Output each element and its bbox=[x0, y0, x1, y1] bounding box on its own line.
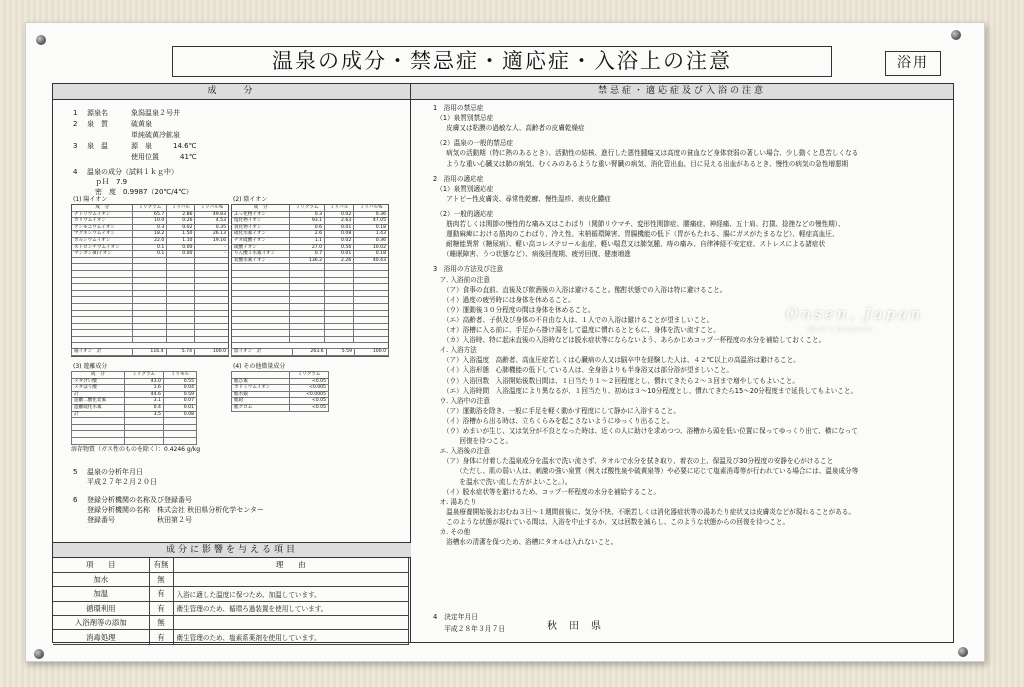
total-row bbox=[72, 349, 229, 356]
empty-cell bbox=[72, 431, 125, 438]
table-cell: カドミウムイオン bbox=[232, 385, 290, 392]
table-cell: 総鉛 bbox=[232, 398, 290, 405]
empty-row bbox=[72, 418, 197, 425]
effect-reason bbox=[173, 616, 409, 630]
effect-flag: 無 bbox=[149, 572, 173, 586]
item-number: 2 bbox=[73, 120, 78, 128]
precaution-line: 1 浴用の禁忌症 bbox=[433, 104, 484, 112]
table-cell: 0.08 bbox=[163, 411, 196, 418]
table-cell: 22.0 bbox=[133, 237, 167, 244]
table-header-row bbox=[72, 372, 197, 379]
table-cell: マンガン(Ⅱ)イオン bbox=[72, 251, 133, 258]
table-cell: - bbox=[195, 251, 229, 258]
table-cell: <0.05 bbox=[290, 404, 329, 411]
table-cell: 0.00 bbox=[167, 251, 195, 258]
item-value: 密 度 0.9987（20℃/4℃） bbox=[95, 188, 193, 196]
table-cell: <0.05 bbox=[290, 398, 329, 405]
screw-icon bbox=[34, 649, 44, 659]
undissoc-row bbox=[72, 385, 197, 392]
cation-title: (1) 陽イオン bbox=[73, 196, 108, 203]
table-cell: 0.56 bbox=[325, 244, 354, 251]
table-cell: 5.59 bbox=[326, 349, 354, 356]
effect-row bbox=[53, 601, 409, 615]
effect-item: 消毒処理 bbox=[53, 630, 149, 644]
precaution-line: 筋肉若しくは関節の慢性的な痛み又はこわばり（関節リウマチ、変形性関節症、腰痛症、神経痛、五十肩、打撲、捻挫などの慢性期）、 bbox=[433, 220, 845, 228]
effect-flag: 有 bbox=[149, 630, 173, 644]
components-column bbox=[53, 84, 411, 642]
precaution-line: 2 浴用の適応症 bbox=[433, 174, 484, 183]
content-frame bbox=[52, 83, 954, 643]
empty-cell bbox=[163, 431, 196, 438]
table-header-cell: ミリバル% bbox=[195, 205, 229, 212]
empty-cell bbox=[124, 437, 163, 444]
effect-header: 成分に影響を与える項目 bbox=[53, 542, 411, 558]
table-cell: 2.86 bbox=[167, 211, 195, 218]
authority: 秋 田 県 bbox=[547, 621, 602, 632]
table-cell: 0.18 bbox=[354, 224, 389, 231]
table-cell: 100.0 bbox=[355, 349, 389, 356]
table-cell: 3.1 bbox=[124, 398, 163, 405]
table-cell: 0.01 bbox=[325, 251, 354, 258]
table-cell: カリウムイオン bbox=[72, 218, 133, 225]
precaution-line: このような状態が現れている間は、入浴を中止するか、又は回数を減らし、このような状態からの回復を待つこと。 bbox=[433, 517, 790, 526]
empty-row bbox=[72, 437, 197, 444]
item-value: 温泉の成分（試料１ｋｇ中） bbox=[87, 168, 178, 176]
effect-row bbox=[53, 616, 409, 630]
item-number: 5 bbox=[73, 468, 78, 476]
table-header-cell: ミリグラム bbox=[290, 372, 329, 379]
effect-header-cell: 理 由 bbox=[173, 558, 409, 572]
undissoc-row bbox=[72, 398, 197, 405]
watermark bbox=[786, 305, 923, 333]
item-value: 使用位置 41℃ bbox=[131, 153, 197, 161]
table-cell: 硫化水素イオン bbox=[232, 231, 290, 238]
table-header-cell: 成 分 bbox=[232, 205, 290, 212]
item-value: 硫黄泉 bbox=[131, 120, 152, 128]
item-value: 登録分析機関の名称 株式会社 秋田県分析化学センター bbox=[87, 506, 264, 514]
table-header-cell: 成 分 bbox=[72, 372, 125, 379]
item-value: 登録番号 秋田第２号 bbox=[87, 516, 192, 524]
table-header-cell: ミリバル% bbox=[354, 205, 389, 212]
undissoc-row bbox=[72, 378, 197, 385]
effect-row bbox=[53, 587, 409, 601]
precaution-line: 回復を待つこと。 bbox=[433, 437, 513, 446]
effect-table bbox=[53, 558, 409, 645]
table-cell: 1.10 bbox=[167, 237, 195, 244]
table-cell: 10.0 bbox=[133, 218, 167, 225]
decided-label: 4 決定年月日 bbox=[433, 613, 479, 621]
table-cell: 0.59 bbox=[163, 391, 196, 398]
table-cell: 0.00 bbox=[167, 244, 195, 251]
empty-cell bbox=[163, 437, 196, 444]
components-header: 成 分 bbox=[53, 84, 410, 100]
precaution-line: （ただし、肌の弱い人は、刺激の強い泉質（例えば酸性泉や硫黄泉等）や必要に応じて塩素消毒等が行われている場合には、温泉成分等 bbox=[433, 467, 859, 476]
effect-header-cell: 有無 bbox=[149, 558, 173, 572]
table-cell: 0.26 bbox=[167, 218, 195, 225]
table-cell: ストロンチウムイオン bbox=[72, 244, 133, 251]
item-value: 源 泉 14.6℃ bbox=[131, 142, 197, 150]
item-number: 1 bbox=[73, 109, 78, 117]
table-cell: ナトリウムイオン bbox=[72, 211, 133, 218]
item-label: 泉 質 bbox=[87, 120, 108, 128]
table-cell: メタほう酸 bbox=[72, 385, 125, 392]
empty-cell bbox=[124, 431, 163, 438]
screw-icon bbox=[958, 647, 968, 657]
table-cell: 2.63 bbox=[325, 218, 354, 225]
item-label: 源泉名 bbox=[87, 109, 108, 117]
trace-row bbox=[232, 385, 329, 392]
table-cell: 44.6 bbox=[124, 391, 163, 398]
other-title: (4) その他微量成分 bbox=[233, 363, 286, 370]
table-cell: 0.7 bbox=[290, 251, 325, 258]
trace-row bbox=[232, 404, 329, 411]
precaution-line: （ウ）めまいが生じ、又は気分が不良となった時は、近くの人に助けを求めつつ、浴槽から頭を低い位置に保ってゆっくり出て、横になって bbox=[433, 427, 858, 435]
table-cell: 0.6 bbox=[290, 224, 325, 231]
table-cell: 0.02 bbox=[167, 224, 195, 231]
table-cell: 0.4 bbox=[124, 404, 163, 411]
table-cell: 0.1 bbox=[133, 244, 167, 251]
table-cell: 0.04 bbox=[163, 385, 196, 392]
table-header-cell: ミリグラム bbox=[124, 372, 163, 379]
effect-flag: 有 bbox=[149, 587, 173, 601]
table-cell: 93.1 bbox=[290, 218, 325, 225]
precaution-line: 浴槽水の清潔を保つため、浴槽にタオルは入れないこと。 bbox=[433, 538, 618, 547]
table-cell: 1.50 bbox=[167, 231, 195, 238]
watermark-byline: Ryan's footprint bbox=[808, 326, 873, 333]
table-cell: 18.2 bbox=[133, 231, 167, 238]
table-cell: 1.1 bbox=[290, 237, 325, 244]
table-cell: 26.13 bbox=[195, 231, 229, 238]
empty-cell bbox=[124, 424, 163, 431]
undissoc-title: (3) 遊離成分 bbox=[73, 363, 108, 370]
table-cell: 47.05 bbox=[354, 218, 389, 225]
effect-header-cell: 項 目 bbox=[53, 558, 149, 572]
precaution-line: （エ）入浴時間 入浴温度により異なるが、１回当たり、初めは３～10分程度とし、慣れてきたら15～20分程度まで延長してもよいこと。 bbox=[433, 386, 858, 395]
table-cell: 116.4 bbox=[132, 349, 166, 356]
decided-date: 平成２８年３月７日 bbox=[444, 625, 506, 633]
table-cell: 0.35 bbox=[195, 224, 229, 231]
table-cell: 臭化物イオン bbox=[232, 224, 290, 231]
table-cell: 43.0 bbox=[124, 378, 163, 385]
anion-frame bbox=[231, 204, 389, 357]
table-cell: 遊離二酸化炭素 bbox=[72, 398, 125, 405]
effect-reason: 入浴に適した温度に保つため、加温しています。 bbox=[173, 587, 409, 601]
table-cell: 0.55 bbox=[163, 378, 196, 385]
precautions-column bbox=[411, 84, 953, 642]
empty-cell bbox=[72, 424, 125, 431]
precaution-line: 3 浴用の方法及び注意 bbox=[433, 265, 504, 274]
precaution-line: カ. その他 bbox=[433, 528, 471, 536]
precaution-line: 温泉療養開始後おおむね３日～１週間前後に、気分不快、不眠若しくは消化器症状等の湯あたり症状又は皮膚炎などが現れることがある。 bbox=[433, 507, 855, 516]
effect-item: 循環利用 bbox=[53, 601, 149, 615]
anion-total bbox=[231, 348, 389, 356]
item-value: 象潟温泉２号井 bbox=[131, 109, 180, 117]
onsen-notice-board bbox=[25, 22, 985, 662]
precaution-line: 運動麻痺における筋肉のこわばり、冷え性、末梢循環障害、胃腸機能の低下（胃がもたれる、腸にガスがたまるなど）、軽症高血圧、 bbox=[433, 230, 839, 239]
item-number: 6 bbox=[73, 496, 78, 504]
precaution-line: （イ）入浴形態 心肺機能の低下している人は、全身浴よりも半身浴又は部分浴が望ましいこと。 bbox=[433, 366, 734, 375]
table-cell: 0.36 bbox=[354, 237, 389, 244]
undissoc-row bbox=[72, 404, 197, 411]
table-cell: 遊離硫化水素 bbox=[72, 404, 125, 411]
table-cell: 4.53 bbox=[195, 218, 229, 225]
trace-row bbox=[232, 398, 329, 405]
precaution-line: 耐糖能異常（糖尿病）、軽い高コレステロール血症、軽い喘息又は肺気腫、痔の痛み、自律神経不安定症、ストレスによる諸症状 bbox=[433, 240, 826, 249]
effect-flag: 有 bbox=[149, 601, 173, 615]
table-cell: 2.6 bbox=[290, 231, 325, 238]
precaution-line: ような重い心臓又は肺の病気、むくみのあるような重い腎臓の病気、消化管出血、目に見える出血があるとき、慢性の病気の急性増悪期 bbox=[433, 159, 849, 168]
precaution-line: アトピー性皮膚炎、尋常性乾癬、慢性湿疹、表皮化膿症 bbox=[433, 194, 611, 203]
table-cell: 5.74 bbox=[166, 349, 194, 356]
empty-cell bbox=[163, 424, 196, 431]
table-cell: マグネシウムイオン bbox=[72, 231, 133, 238]
effect-item: 加水 bbox=[53, 572, 149, 586]
effect-reason: 衛生管理のため、循環ろ過装置を使用しています。 bbox=[173, 601, 409, 615]
precaution-line: （ア）運動浴を除き、一般に手足を軽く動かす程度にして静かに入浴すること。 bbox=[433, 406, 680, 415]
precaution-line: （イ）過度の疲労時には身体を休めること。 bbox=[433, 295, 575, 304]
precautions-header: 禁忌症・適応症及び入浴の注意 bbox=[411, 84, 953, 100]
precaution-line: （1）泉質別禁忌症 bbox=[433, 114, 494, 123]
precaution-line: （イ）脱水症状等を避けるため、コップ一杯程度の水分を補給すること。 bbox=[433, 487, 661, 496]
table-header-row bbox=[232, 372, 329, 379]
precaution-line: （エ）高齢者、子供及び身体の不自由な人は、１人での入浴は避けることが望ましいこと。 bbox=[433, 315, 714, 324]
table-header-cell: 成 分 bbox=[72, 205, 133, 212]
table-cell: 65.7 bbox=[133, 211, 167, 218]
table-cell: ふっ化物イオン bbox=[232, 211, 290, 218]
undissoc-row bbox=[72, 411, 197, 418]
table-cell: 計 bbox=[72, 391, 125, 398]
table-cell: 塩化物イオン bbox=[232, 218, 290, 225]
precaution-line: （ア）入浴温度 高齢者、高血圧症若しくは心臓病の人又は脳卒中を経験した人は、４２℃以上の高温浴は避けること。 bbox=[433, 356, 800, 365]
board-title: 温泉の成分・禁忌症・適応症・入浴上の注意 bbox=[172, 46, 832, 77]
effect-reason: 衛生管理のため、塩素系薬剤を使用しています。 bbox=[173, 630, 409, 644]
empty-row bbox=[72, 424, 197, 431]
item-label: 登録分析機関の名称及び登録番号 bbox=[87, 496, 192, 504]
table-cell: りん酸１水素イオン bbox=[232, 251, 290, 258]
precaution-line: （1）泉質別適応症 bbox=[433, 184, 494, 193]
precaution-line: オ. 湯あたり bbox=[433, 497, 477, 506]
table-cell: 40.43 bbox=[354, 257, 389, 264]
table-cell: <0.05 bbox=[290, 378, 329, 385]
table-cell: 0.01 bbox=[163, 404, 196, 411]
screw-icon bbox=[951, 30, 961, 40]
precaution-line: （2）温泉の一般的禁忌症 bbox=[433, 139, 514, 148]
item-value: ｐＨ 7.9 bbox=[95, 178, 128, 186]
table-cell: <0.0005 bbox=[290, 391, 329, 398]
screw-icon bbox=[36, 35, 46, 45]
precaution-line: イ. 入浴方法 bbox=[433, 346, 477, 355]
table-cell: カルシウムイオン bbox=[72, 237, 133, 244]
effect-row bbox=[53, 572, 409, 586]
precaution-line: （カ）入浴時、特に起床直後の入浴時などは脱水症状等にならないよう、あらかじめコップ一杯程度の水分を補給しておくこと。 bbox=[433, 336, 826, 345]
total-row bbox=[232, 349, 389, 356]
table-cell: 0.3 bbox=[133, 224, 167, 231]
precaution-line: （ア）身体に付着した温泉成分を温水で洗い流さず、タオルで水分を拭き取り、着衣の上、保温及び30分程度の安静を心がけること bbox=[433, 457, 834, 466]
table-cell: 0.18 bbox=[354, 251, 389, 258]
effect-header-row bbox=[53, 558, 409, 572]
table-cell: 263.6 bbox=[292, 349, 326, 356]
table-header-cell: ミリモル bbox=[163, 372, 196, 379]
effect-flag: 無 bbox=[149, 616, 173, 630]
table-cell: 0.1 bbox=[133, 251, 167, 258]
table-header-cell bbox=[232, 372, 290, 379]
table-cell: 炭酸水素イオン bbox=[232, 257, 290, 264]
usage-tag: 浴用 bbox=[885, 51, 941, 76]
item-number: 3 bbox=[73, 142, 78, 150]
precaution-line: （イ）浴槽から出る時は、立ちくらみを起こさないようにゆっくり出ること。 bbox=[433, 416, 674, 425]
table-cell: チオ硫酸イオン bbox=[232, 237, 290, 244]
precaution-line: ア. 入浴前の注意 bbox=[433, 275, 490, 284]
table-cell: 硫酸イオン bbox=[232, 244, 290, 251]
trace-row bbox=[232, 378, 329, 385]
table-header-cell: ミリグラム bbox=[133, 205, 167, 212]
table-cell: アンモニウムイオン bbox=[72, 224, 133, 231]
table-cell: 0.3 bbox=[290, 211, 325, 218]
table-cell: 総クロム bbox=[232, 404, 290, 411]
trace-table bbox=[231, 371, 329, 412]
precaution-line: （睡眠障害、うつ状態など）、病後回復期、疲労回復、健康増進 bbox=[433, 250, 631, 259]
precaution-line: 病気の活動期（特に熱のあるとき）、活動性の結核、進行した悪性腫瘍又は高度の貧血など身体衰弱の著しい場合、少し動くと息苦しくなる bbox=[433, 149, 859, 158]
table-cell: 1.6 bbox=[124, 385, 163, 392]
undissoc-row bbox=[72, 391, 197, 398]
precaution-line: ウ. 入浴中の注意 bbox=[433, 396, 490, 405]
precaution-line: （2）一般的適応症 bbox=[433, 209, 494, 218]
table-cell: 0.08 bbox=[325, 231, 354, 238]
precaution-line: （ア）食事の直前、直後及び飲酒後の入浴は避けること。酩酊状態での入浴は特に避けること。 bbox=[433, 285, 727, 294]
table-cell: 陽イオン 計 bbox=[72, 349, 133, 356]
table-cell: 0.07 bbox=[163, 398, 196, 405]
dissolved-total: 溶存物質（ガス性のものを除く）：0.4246 g/kg bbox=[71, 446, 201, 453]
table-header-cell: ミリバル bbox=[325, 205, 354, 212]
precaution-line: （オ）浴槽に入る前に、手足から掛け湯をして温度に慣れるとともに、身体を洗い流すこと。 bbox=[433, 326, 720, 334]
table-cell: 10.02 bbox=[354, 244, 389, 251]
empty-cell bbox=[124, 418, 163, 425]
precaution-line: （ウ）運動後３０分程度の間は身体を休めること。 bbox=[433, 305, 595, 314]
trace-row bbox=[232, 391, 329, 398]
table-cell: 136.2 bbox=[290, 257, 325, 264]
table-cell: 100.0 bbox=[195, 349, 229, 356]
table-cell: 3.5 bbox=[124, 411, 163, 418]
anion-title: (2) 陰イオン bbox=[233, 196, 268, 203]
table-cell: メタけい酸 bbox=[72, 378, 125, 385]
table-cell: 総ひ素 bbox=[232, 378, 290, 385]
precaution-line: 皮膚又は粘膜の過敏な人、高齢者の皮膚乾燥症 bbox=[433, 124, 585, 133]
precaution-line: を温水で洗い流した方がよいこと。）。 bbox=[433, 477, 572, 486]
undissociated-table bbox=[71, 371, 197, 445]
item-label: 温泉の分析年月日 bbox=[87, 468, 143, 476]
table-cell: 0.02 bbox=[325, 237, 354, 244]
table-cell: 0.02 bbox=[325, 211, 354, 218]
item-value: 平成２７年２月２０日 bbox=[87, 478, 157, 486]
table-header-cell: ミリグラム bbox=[290, 205, 325, 212]
cation-frame bbox=[71, 204, 229, 357]
table-cell: 計 bbox=[72, 411, 125, 418]
empty-cell bbox=[72, 437, 125, 444]
empty-cell bbox=[72, 418, 125, 425]
effect-reason bbox=[173, 572, 409, 586]
empty-row bbox=[72, 431, 197, 438]
effect-item: 入浴剤等の添加 bbox=[53, 616, 149, 630]
table-cell: 陰イオン 計 bbox=[232, 349, 293, 356]
effect-row bbox=[53, 630, 409, 644]
table-cell: 1.43 bbox=[354, 231, 389, 238]
table-cell: 27.0 bbox=[290, 244, 325, 251]
item-value: 単純硫黄冷鉱泉 bbox=[131, 131, 180, 139]
precaution-line: （ウ）入浴回数 入浴開始後数日間は、１日当たり１～２回程度とし、慣れてきたら２～３回まで増やしてもよいこと。 bbox=[433, 376, 799, 385]
watermark-title: Onsen, Japan bbox=[786, 305, 923, 323]
cation-total bbox=[71, 348, 229, 356]
table-cell: 19.16 bbox=[195, 237, 229, 244]
table-cell: 0.36 bbox=[354, 211, 389, 218]
table-cell: 0.01 bbox=[325, 224, 354, 231]
table-cell: 49.83 bbox=[195, 211, 229, 218]
table-cell: - bbox=[195, 244, 229, 251]
table-cell: 2.26 bbox=[325, 257, 354, 264]
table-cell: 総水銀 bbox=[232, 391, 290, 398]
precaution-line: エ. 入浴後の注意 bbox=[433, 447, 490, 456]
item-number: 4 bbox=[73, 168, 78, 176]
effect-item: 加温 bbox=[53, 587, 149, 601]
item-label: 泉 温 bbox=[87, 142, 108, 150]
empty-cell bbox=[163, 418, 196, 425]
table-cell: <0.005 bbox=[290, 385, 329, 392]
table-header-cell: ミリバル bbox=[167, 205, 195, 212]
